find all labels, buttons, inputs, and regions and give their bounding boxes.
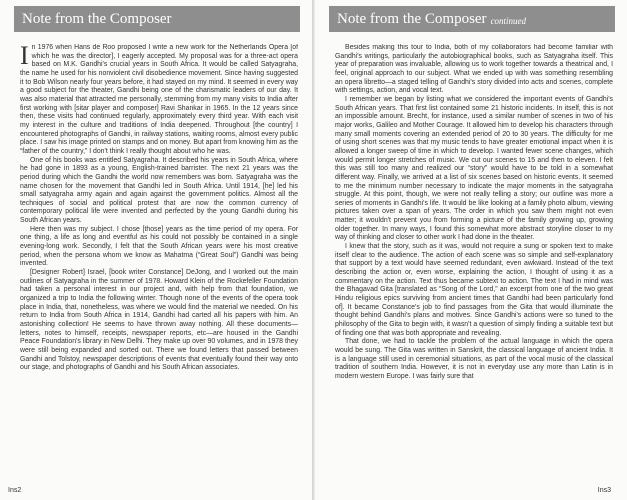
right-page-heading: Note from the Composer	[337, 10, 487, 27]
left-page	[0, 0, 313, 500]
heading-continued-label: continued	[490, 15, 527, 26]
right-paragraph-4: That done, we had to tackle the problem of the actual language in which the opera would be sung. The Gita was written in Sanskrit, the classical language of ancient India. It is a language still used in ceremonial situations, as part of the vocal music of the classical tradition of southern India. However, it is not in everyday use any more than Latin is in modern western Europe. I was fairly sure that	[335, 338, 613, 380]
right-page-body	[335, 44, 613, 474]
right-paragraph-3: I knew that the story, such as it was, would not require a sung or spoken text to make itself clear to the audience. The action of each scene was so simple and self-explanatory that support by a text would have seemed redundant, even awkward. Instead of the text describing the action or, even worse, explaining the action, I thought of using it as a commentary on the action. Text thus became subtext to action. The text I had in mind was the Bhagavad Gita [translated as “Song of the Lord,” an excerpt from one of the two great Hindu religious epics surviving from ancient times that Gandhi had been particularly fond of]. It became Constance's job to find passages from the Gita that would illuminate the thought behind Gandhi's plans and motives. Since Gandhi's actions were so tuned to the philosophy of the Gita to begin with, it wasn't a question of simply finding a suitable text but of finding one that was both appropriate and revealing.	[335, 243, 613, 337]
right-folio: Ins3	[597, 487, 611, 494]
left-paragraph-1-text: n 1976 when Hans de Roo proposed I write a new work for the Netherlands Opera [of which he was the director], I eagerly accepted. My proposal was for a three-act opera based on M.K. Gandhi's crucial years in South Africa. It would be called Satyagraha, the name he used for his nonviolent civil disobedience movement. Since having suggested it to Bob Wilson nearly four years before, it had stayed on my mind. It seemed in every way a good subject for the theater, Gandhi being one of the charismatic leaders of our day. It was also material that attracted me personally, stemming from my many visits to India after first working with [sitar player and composer] Ravi Shankar in 1965. In the 12 years since then, these visits had continued regularly, approximately every third year. With each visit my interest in the culture and traditions of India deepened. Throughout [the country] I encountered photographs of Gandhi, in railway stations, waiting rooms, almost every public place. I saw his image printed on stamps and on money. But apart from knowing him as the “father of the country,” I don't think I really thought about who he was.	[20, 44, 298, 155]
left-folio: Ins2	[8, 487, 22, 494]
right-page	[315, 0, 627, 500]
left-heading-band	[14, 6, 300, 32]
left-paragraph-1	[20, 44, 298, 157]
left-page-body	[20, 44, 298, 474]
left-paragraph-4: [Designer Robert] Israel, [book writer Constance] DeJong, and I worked out the main outlines of Satyagraha in the summer of 1978. Howard Klein of the Rockefeller Foundation had taken a personal interest in our project and, with help from that foundation, we organized a trip to India the following winter. Though none of the events of the opera took place in India, that, nonetheless, was where we would find the material we needed. On his return to India from South Africa in 1914, Gandhi had carted all his papers with him. An astonishing collection! He seems to have thrown away nothing. All these documents—letters, notes to himself, receipts, newspaper reports, etc—are housed in the Gandhi Peace Foundation's library in New Delhi. They make up over 90 volumes, and in 1978 they were still being expanded and sorted out. There we found letters that passed between Gandhi and Tolstoy, newspaper descriptions of events that eventually found their way onto our stage, and photographs of Gandhi and his South African associates.	[20, 269, 298, 372]
right-heading-band	[329, 6, 615, 32]
drop-cap: I	[20, 44, 29, 70]
right-paragraph-2: I remember we began by listing what we considered the important events of Gandhi's South African years. That first list contained some 21 historic incidents. In itself, this is not an impossible amount. Brecht, for instance, used a similar number of scenes in two of his major works, Galileo and Mother Courage. It allowed him to develop his characters through many small moments covering an extended period of 20 to 30 years. The difficulty for me of using short scenes was that my music tends to have greater emotional impact when it is allowed a longer sweep of time in which to develop. I wanted fewer scene changes, which would permit longer stretches of music. We cut our scenes to 15 and then to eleven. I felt this was still too many and realized our “story” would have to be told in a somewhat different way. Finally, we arrived at a list of six scenes based on historic events. It seemed to me the minimum number necessary to indicate the major moments in the satyagraha struggle. At this point, though, we were not really telling a story; our outline was more a series of moments in Gandhi's life. It would be like looking at a family photo album, viewing pictures taken over a span of years. The order in which you saw them might not even matter; it wouldn't prevent you from forming a picture of the family growing up, growing older together. In many ways, I found this somewhat more abstract storyline closer to my way of thinking and closer to other work I had done in the theater.	[335, 95, 613, 242]
left-paragraph-3: Here then was my subject. I chose [those] years as the time period of my opera. For one thing, a life as long and eventful as his could not possibly be contained in a single evening-long work. Secondly, I felt that the South African years were his most creative period, when the persona whom we know as Mahatma (“Great Soul”) Gandhi was being invented.	[20, 225, 298, 268]
left-paragraph-2: One of his books was entitled Satyagraha. It described his years in South Africa, where he had gone in 1893 as a young, English-trained barrister. The next 21 years was the period during which the Gandhi the world now remembers was born. Satyagraha was the name chosen for the movement that Gandhi led in South Africa. Until 1914, [he] led his small satyagraha army again and again against the government politics. Almost all the techniques of social and political protest that are now the common currency of contemporary political life were invented and perfected by the young Gandhi during his South African years.	[20, 156, 298, 225]
left-page-heading: Note from the Composer	[22, 10, 172, 27]
right-paragraph-1: Besides making this tour to India, both of my collaborators had become familiar with Gandhi's writings, particularly the autobiographical books, such as Satyagraha itself. This year of preparation was invaluable, allowing us to work together towards a theatrical and, I feel, original approach to our subject. What we ended up with was something resembling an opera libretto—a staged telling of Gandhi's story divided into acts and scenes, complete with settings, action, and vocal text.	[335, 44, 613, 95]
